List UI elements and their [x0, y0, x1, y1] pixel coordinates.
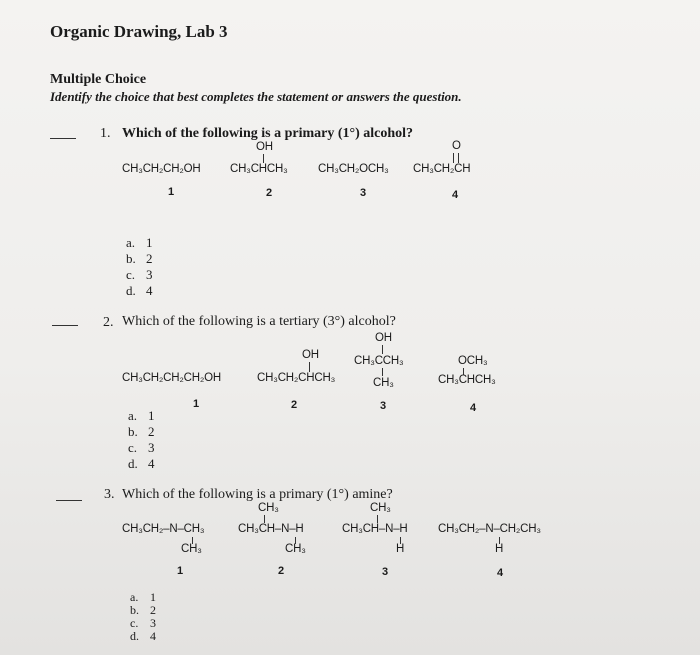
structure-label: 1: [193, 398, 200, 410]
question-text: Which of the following is a primary (1°) amine?: [122, 487, 393, 502]
structure-label: 3: [360, 187, 367, 199]
structure-4-oxygen: O: [452, 140, 461, 152]
structure-3-hydrogen: H: [396, 543, 405, 555]
bond-line: [382, 345, 383, 354]
option-b[interactable]: b. 2: [130, 603, 156, 617]
option-d[interactable]: d. 4: [126, 283, 153, 298]
section-heading: Multiple Choice: [50, 72, 147, 87]
question-text: Which of the following is a primary (1°) alcohol?: [122, 126, 414, 141]
structure-2: CH₃CHCH₃: [230, 163, 288, 175]
question-number: 3.: [104, 487, 115, 502]
structure-4: CH₃CH₂CH: [413, 163, 471, 175]
question-number: 1.: [100, 126, 111, 141]
structure-2-methyl: CH₃: [285, 543, 306, 555]
structure-3: CH₃CCH₃: [354, 355, 404, 367]
structure-2-hydroxyl: OH: [256, 141, 273, 153]
option-list: [130, 591, 156, 643]
bond-line: [263, 154, 264, 163]
structure-3-hydroxyl: OH: [375, 332, 392, 344]
double-bond: [453, 153, 459, 163]
bond-line: [264, 515, 265, 523]
structure-label: 2: [266, 187, 273, 199]
option-a[interactable]: a. 1: [126, 235, 153, 250]
question-text: Which of the following is a tertiary (3°) alcohol?: [122, 314, 396, 329]
option-d[interactable]: d. 4: [130, 629, 156, 643]
bond-line: [377, 515, 378, 523]
option-a[interactable]: a. 1: [130, 590, 156, 604]
structure-4-methoxy: OCH₃: [458, 355, 488, 367]
structure-2: CH₃CH–N–H: [238, 523, 304, 535]
option-a[interactable]: a. 1: [128, 408, 155, 423]
structure-label: 1: [177, 565, 184, 577]
option-c[interactable]: c. 3: [130, 616, 156, 630]
structure-3: CH₃CH₂OCH₃: [318, 163, 389, 175]
bond-line: [309, 362, 310, 372]
structure-label: 2: [291, 399, 298, 411]
structure-2: CH₃CH₂CHCH₃: [257, 372, 336, 384]
structure-label: 4: [497, 567, 504, 579]
structure-2-methyl-top: CH₃: [258, 502, 279, 514]
structure-3: CH₃CH–N–H: [342, 523, 408, 535]
option-c[interactable]: c. 3: [128, 440, 155, 455]
structure-label: 1: [168, 186, 175, 198]
answer-blank-q1[interactable]: [50, 138, 76, 139]
structure-4: CH₃CH₂–N–CH₂CH₃: [438, 523, 541, 535]
question-number: 2.: [103, 315, 114, 330]
option-b[interactable]: b. 2: [126, 251, 153, 266]
bond-line: [382, 368, 383, 376]
structure-1: CH₃CH₂CH₂CH₂OH: [122, 372, 221, 384]
structure-4: CH₃CHCH₃: [438, 374, 496, 386]
structure-1-methyl: CH₃: [181, 543, 202, 555]
option-list: [126, 235, 153, 299]
option-d[interactable]: d. 4: [128, 456, 155, 471]
option-list: [128, 408, 155, 472]
structure-label: 2: [278, 565, 285, 577]
answer-blank-q2[interactable]: [52, 325, 78, 326]
structure-label: 4: [452, 189, 459, 201]
structure-1: CH₃CH₂–N–CH₃: [122, 523, 205, 535]
option-c[interactable]: c. 3: [126, 267, 153, 282]
structure-label: 3: [380, 400, 387, 412]
structure-2-hydroxyl: OH: [302, 349, 319, 361]
structure-label: 4: [470, 402, 477, 414]
structure-3-methyl: CH₃: [373, 377, 394, 389]
structure-4-hydrogen: H: [495, 543, 504, 555]
page-title: Organic Drawing, Lab 3: [50, 22, 228, 41]
structure-1: CH₃CH₂CH₂OH: [122, 163, 201, 175]
structure-3-methyl-top: CH₃: [370, 502, 391, 514]
answer-blank-q3[interactable]: [56, 500, 82, 501]
option-b[interactable]: b. 2: [128, 424, 155, 439]
structure-label: 3: [382, 566, 389, 578]
instructions: Identify the choice that best completes the statement or answers the question.: [50, 89, 462, 104]
